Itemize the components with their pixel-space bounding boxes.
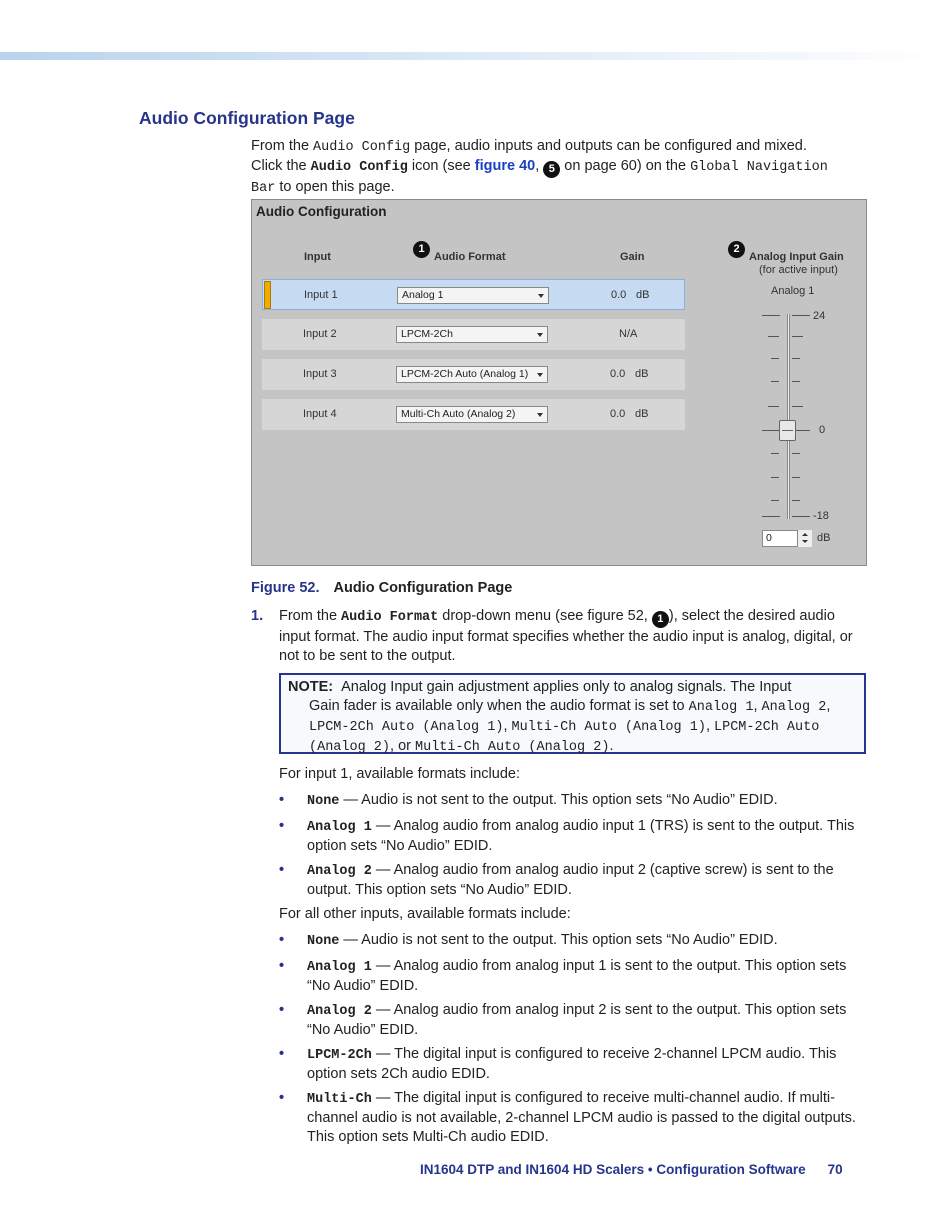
panel-title: Audio Configuration [256, 204, 387, 219]
dropdown-value: LPCM-2Ch Auto (Analog 1) [401, 368, 529, 380]
intro-code: Bar [251, 181, 276, 196]
fader-tick [771, 358, 779, 359]
fader-tick [792, 516, 810, 517]
note-label: NOTE: [288, 679, 334, 695]
intro-text: , [535, 158, 544, 174]
dropdown-value: Analog 1 [402, 289, 444, 301]
col-analog-gain-header: Analog Input Gain [749, 251, 844, 263]
dropdown-arrow-icon [537, 373, 543, 377]
audio-format-dropdown[interactable] [396, 406, 548, 423]
note-code: Multi-Ch Auto (Analog 2) [415, 740, 610, 755]
bullet-term: Analog 2 [307, 1004, 372, 1019]
bullet-text: — The digital input is configured to receive 2-channel LPCM audio. This option sets 2Ch audio EDID. [307, 1046, 837, 1082]
intro-text: From the [251, 138, 314, 154]
analog-gain-subtitle: (for active input) [759, 264, 838, 276]
note-box [279, 673, 866, 754]
audio-config-screenshot [251, 199, 867, 566]
list-item [279, 817, 869, 856]
bullet-term: Analog 1 [307, 820, 372, 835]
intro-paragraph [251, 137, 871, 198]
note-text: , [826, 698, 831, 714]
bullet-term: Analog 2 [307, 864, 372, 879]
list-item [279, 791, 869, 811]
fader-max-label: 24 [813, 310, 826, 322]
input-label: Input 2 [303, 328, 337, 340]
bullet-icon: • [279, 932, 285, 948]
fader-tick [792, 358, 800, 359]
gain-value: 0.0 [610, 408, 626, 420]
bullet-text: — Analog audio from analog input 1 is sent to the output. This option sets “No Audio” EDID. [307, 958, 847, 994]
gain-unit: dB [635, 408, 649, 420]
dropdown-value: LPCM-2Ch [401, 328, 453, 340]
col-gain-header: Gain [620, 251, 645, 263]
bullet-term: Multi-Ch [307, 1092, 372, 1107]
intro-code: Audio Config [313, 140, 411, 155]
bullet-text: — Audio is not sent to the output. This option sets “No Audio” EDID. [339, 932, 778, 948]
step-1 [251, 607, 866, 666]
fader-tick [771, 381, 779, 382]
gain-value: 0.0 [611, 289, 627, 301]
step-number: 1. [251, 608, 264, 624]
intro-text: page, audio inputs and outputs can be configured and mixed. [410, 138, 807, 154]
callout-5-icon: 5 [543, 161, 560, 178]
note-code: Analog 1 [688, 700, 754, 715]
audio-format-dropdown[interactable] [396, 326, 548, 343]
input-label: Input 1 [304, 289, 338, 301]
note-code: Analog 2 [761, 700, 827, 715]
list-item [279, 1089, 869, 1147]
fader-tick [792, 381, 800, 382]
audio-format-dropdown[interactable] [396, 366, 548, 383]
list-item [279, 931, 869, 951]
gain-spin-input[interactable]: 0 [762, 530, 812, 547]
bullet-text: — Analog audio from analog input 2 is sent to the output. This option sets “No Audio” EDID. [307, 1002, 847, 1038]
intro-code: Global Navigation [690, 160, 828, 175]
step-text: drop-down menu (see figure 52, [438, 608, 652, 624]
list-item [279, 1001, 869, 1040]
fader-tick [792, 336, 803, 337]
gain-unit: dB [636, 289, 650, 301]
bullet-text: — Analog audio from analog audio input 1 (TRS) is sent to the output. This option sets “No Audio” EDID. [307, 818, 855, 854]
fader-tick [768, 406, 779, 407]
dropdown-value: Multi-Ch Auto (Analog 2) [401, 408, 516, 420]
bullet-icon: • [279, 818, 285, 834]
intro-code: Audio Config [310, 160, 408, 175]
note-code: (Analog 2) [309, 740, 391, 755]
step-code: Audio Format [341, 610, 439, 625]
fader-tick [768, 336, 779, 337]
intro-text: icon (see [407, 158, 475, 174]
input-row[interactable] [262, 399, 685, 430]
input-row[interactable] [262, 359, 685, 390]
fader-tick [792, 477, 800, 478]
note-text: , [503, 718, 512, 734]
fader-tick [762, 516, 780, 517]
dropdown-arrow-icon [537, 333, 543, 337]
note-text: , [705, 718, 714, 734]
bullet-text: — Analog audio from analog audio input 2 (captive screw) is sent to the output. This option sets “No Audio” EDID. [307, 862, 834, 898]
bullet-term: LPCM-2Ch [307, 1048, 372, 1063]
bullet-term: Analog 1 [307, 960, 372, 975]
bullet-term: None [307, 934, 340, 949]
figure-40-link[interactable]: figure 40 [474, 158, 536, 174]
step-text: From the [279, 608, 342, 624]
page-number: 70 [827, 1162, 843, 1177]
footer-title: IN1604 DTP and IN1604 HD Scalers • Configuration Software [420, 1162, 806, 1177]
bullet-text: — The digital input is configured to receive multi-channel audio. If multi-channel audio is not available, 2-channel LPCM audio is passed to the digital outputs. This option sets Multi-Ch audio EDID. [307, 1090, 856, 1145]
col-input-header: Input [304, 251, 331, 263]
input-label: Input 4 [303, 408, 337, 420]
note-text: Analog Input gain adjustment applies only to analog signals. The Input [341, 679, 792, 695]
bullet-term: None [307, 794, 340, 809]
note-text: . [609, 738, 614, 754]
gain-value: N/A [619, 328, 638, 340]
section-title: Audio Configuration Page [139, 108, 355, 128]
bullet-icon: • [279, 862, 285, 878]
fader-tick [762, 315, 780, 316]
fader-tick [771, 477, 779, 478]
input-row[interactable] [262, 319, 685, 350]
note-text: , or [390, 738, 415, 754]
figure-caption [251, 580, 512, 596]
analog-gain-fader-thumb[interactable] [779, 420, 796, 441]
bullet-icon: • [279, 958, 285, 974]
fader-tick [771, 500, 779, 501]
gain-unit: dB [635, 368, 649, 380]
figure-number: Figure 52. [251, 580, 320, 596]
input-label: Input 3 [303, 368, 337, 380]
col-format-header: Audio Format [434, 251, 506, 263]
list-item [279, 1045, 869, 1084]
bullet-text: — Audio is not sent to the output. This option sets “No Audio” EDID. [339, 792, 778, 808]
fader-tick [792, 500, 800, 501]
fader-tick [762, 430, 780, 431]
slider-channel-label: Analog 1 [771, 285, 815, 297]
spin-unit: dB [817, 532, 831, 544]
bullet-icon: • [279, 1046, 285, 1062]
bullet-icon: • [279, 1002, 285, 1018]
list-item [279, 957, 869, 996]
fader-tick [792, 453, 800, 454]
fader-min-label: -18 [813, 510, 829, 522]
intro-text: Click the [251, 158, 311, 174]
dropdown-arrow-icon [538, 294, 544, 298]
fader-tick [792, 315, 810, 316]
step-text: ), select the desired audio input format. The audio input format specifies whether the audio input is analog, digital, or not to be sent to the output. [279, 608, 853, 664]
analog-gain-fader-track[interactable] [787, 314, 790, 519]
bullet-icon: • [279, 1090, 285, 1106]
callout-1-icon: 1 [413, 241, 430, 258]
spin-arrows-icon[interactable] [797, 530, 812, 547]
other-inputs-intro: For all other inputs, available formats include: [279, 906, 571, 922]
intro-text: to open this page. [275, 179, 395, 195]
note-code: LPCM-2Ch Auto (Analog 1) [309, 720, 504, 735]
figure-title: Audio Configuration Page [333, 580, 513, 596]
fader-tick [792, 406, 803, 407]
callout-2-icon: 2 [728, 241, 745, 258]
note-text: , [753, 698, 762, 714]
input1-intro: For input 1, available formats include: [279, 766, 520, 782]
list-item [279, 861, 869, 900]
header-gradient-bar [0, 52, 950, 60]
audio-format-dropdown[interactable] [397, 287, 549, 304]
page-footer [420, 1162, 843, 1177]
callout-1-icon: 1 [652, 611, 669, 628]
dropdown-arrow-icon [537, 413, 543, 417]
fader-mid-label: 0 [819, 424, 826, 436]
fader-tick [771, 453, 779, 454]
intro-text: on page 60) on the [560, 158, 691, 174]
note-code: Multi-Ch Auto (Analog 1) [511, 720, 706, 735]
note-text: Gain fader is available only when the audio format is set to [309, 698, 689, 714]
input-row[interactable] [262, 279, 685, 310]
active-input-marker [264, 281, 271, 309]
gain-value: 0.0 [610, 368, 626, 380]
note-code: LPCM-2Ch Auto [714, 720, 820, 735]
bullet-icon: • [279, 792, 285, 808]
